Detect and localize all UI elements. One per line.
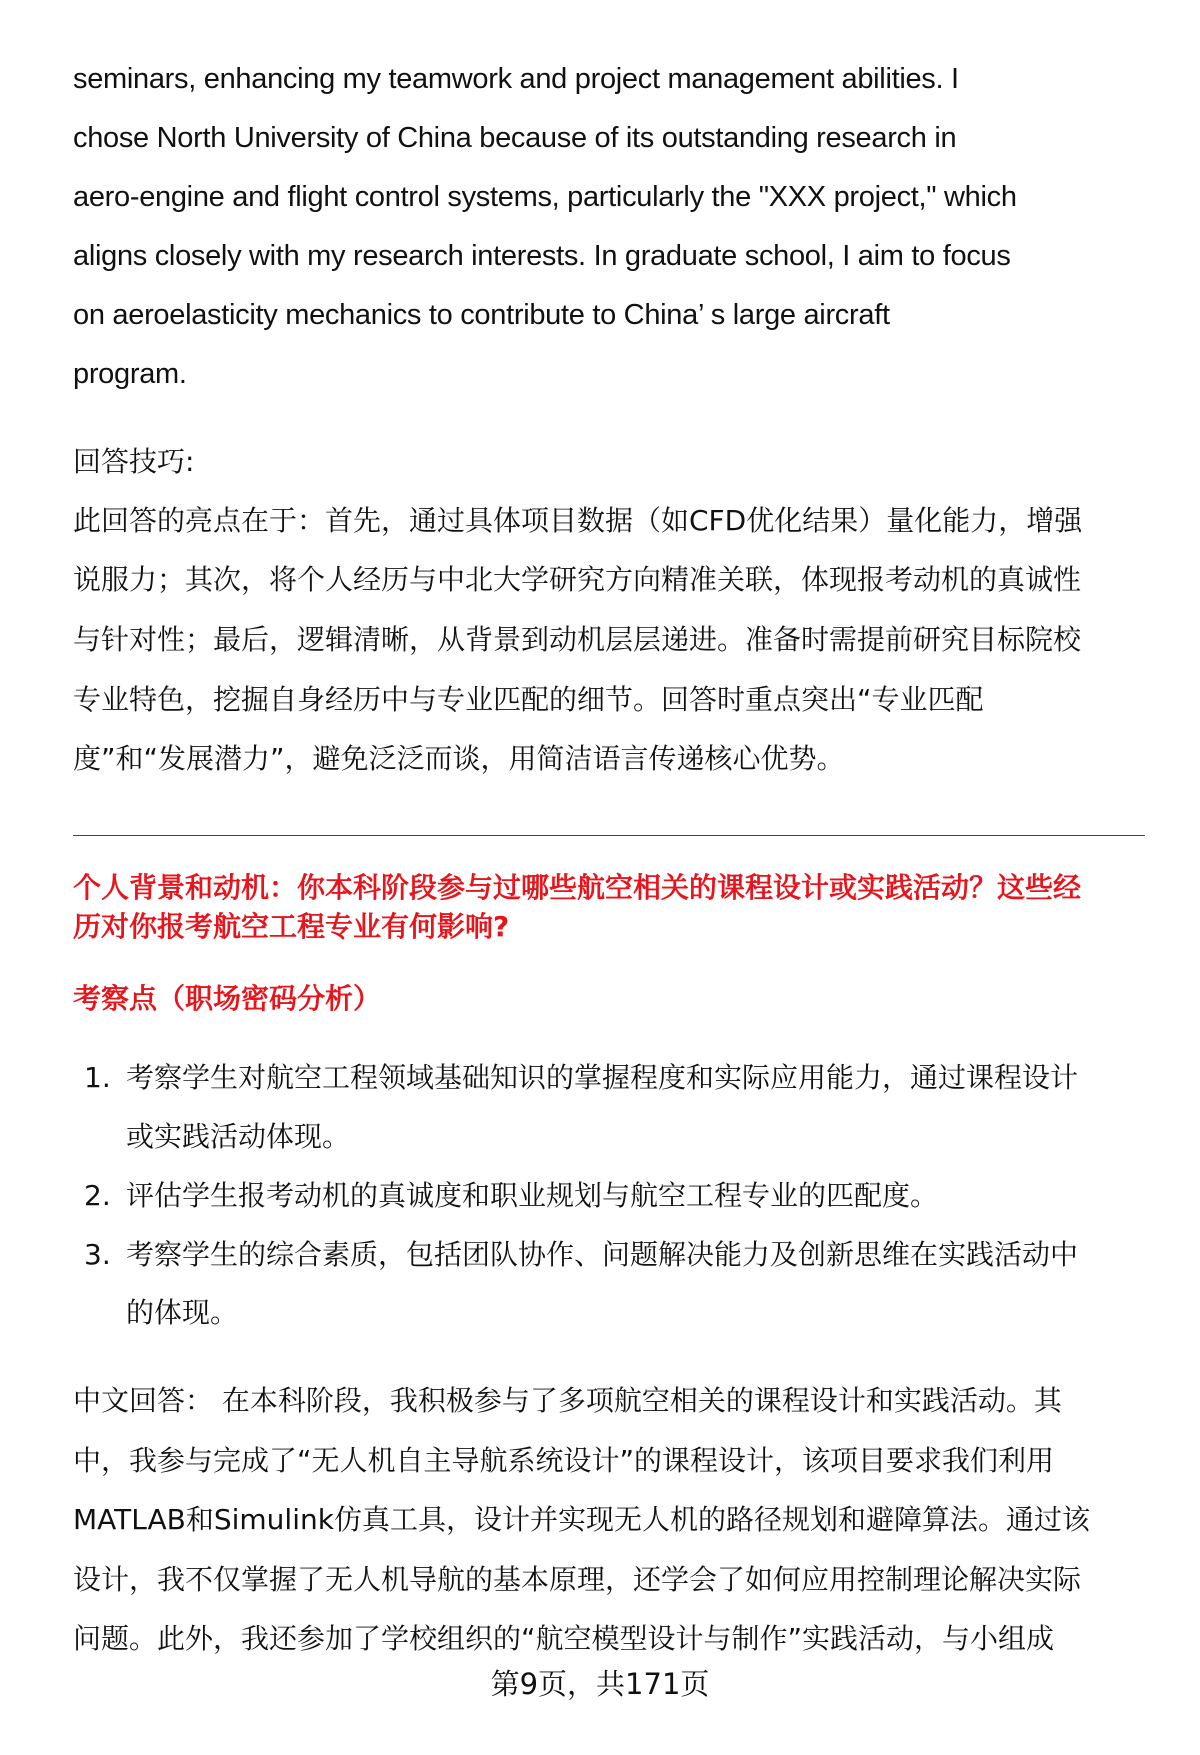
text-line: 中，我参与完成了“无人机自主导航系统设计”的课程设计，该项目要求我们利用: [73, 1444, 1055, 1477]
text-line: program.: [73, 358, 187, 390]
question-line: 历对你报考航空工程专业有何影响?: [73, 910, 510, 943]
text-line: 设计，我不仅掌握了无人机导航的基本原理，还学会了如何应用控制理论解决实际: [73, 1563, 1082, 1596]
list-number: 2.: [84, 1179, 111, 1212]
text-line: aligns closely with my research interests. In graduate school, I aim to focus: [73, 240, 1011, 272]
list-item: 评估学生报考动机的真诚度和职业规划与航空工程专业的匹配度。: [126, 1179, 939, 1212]
text-line: MATLAB和Simulink仿真工具，设计并实现无人机的路径规划和避障算法。通过该: [73, 1503, 1090, 1536]
text-line: chose North University of China because of its outstanding research in: [73, 122, 957, 154]
text-line: 中文回答： 在本科阶段，我积极参与了多项航空相关的课程设计和实践活动。其: [73, 1384, 1062, 1417]
tips-label: 回答技巧:: [73, 445, 195, 478]
list-item: 的体现。: [126, 1296, 239, 1329]
focus-heading: 考察点（职场密码分析）: [73, 982, 382, 1015]
text-line: 与针对性；最后，逻辑清晰，从背景到动机层层递进。准备时需提前研究目标院校: [73, 623, 1082, 656]
text-line: 说服力；其次，将个人经历与中北大学研究方向精准关联，体现报考动机的真诚性: [73, 563, 1082, 596]
text-line: 度”和“发展潜力”，避免泛泛而谈，用简洁语言传递核心优势。: [73, 742, 845, 775]
list-item: 考察学生对航空工程领域基础知识的掌握程度和实际应用能力，通过课程设计: [126, 1061, 1079, 1094]
list-number: 3.: [84, 1238, 111, 1271]
text-line: seminars, enhancing my teamwork and project management abilities. I: [73, 63, 959, 95]
text-line: 此回答的亮点在于：首先，通过具体项目数据（如CFD优化结果）量化能力，增强: [73, 504, 1083, 537]
text-line: 专业特色，挖掘自身经历中与专业匹配的细节。回答时重点突出“专业匹配: [73, 683, 984, 716]
text-line: on aeroelasticity mechanics to contribute to China’ s large aircraft: [73, 299, 890, 331]
text-line: 问题。此外，我还参加了学校组织的“航空模型设计与制作”实践活动，与小组成: [73, 1622, 1055, 1655]
list-item: 或实践活动体现。: [126, 1120, 351, 1153]
list-number: 1.: [84, 1061, 111, 1094]
section-divider: [73, 835, 1145, 836]
text-line: aero-engine and flight control systems, particularly the "XXX project," which: [73, 181, 1017, 213]
question-line: 个人背景和动机：你本科阶段参与过哪些航空相关的课程设计或实践活动？这些经: [73, 871, 1082, 904]
page-number: 第9页，共171页: [490, 1667, 710, 1701]
list-item: 考察学生的综合素质，包括团队协作、问题解决能力及创新思维在实践活动中: [126, 1238, 1079, 1271]
